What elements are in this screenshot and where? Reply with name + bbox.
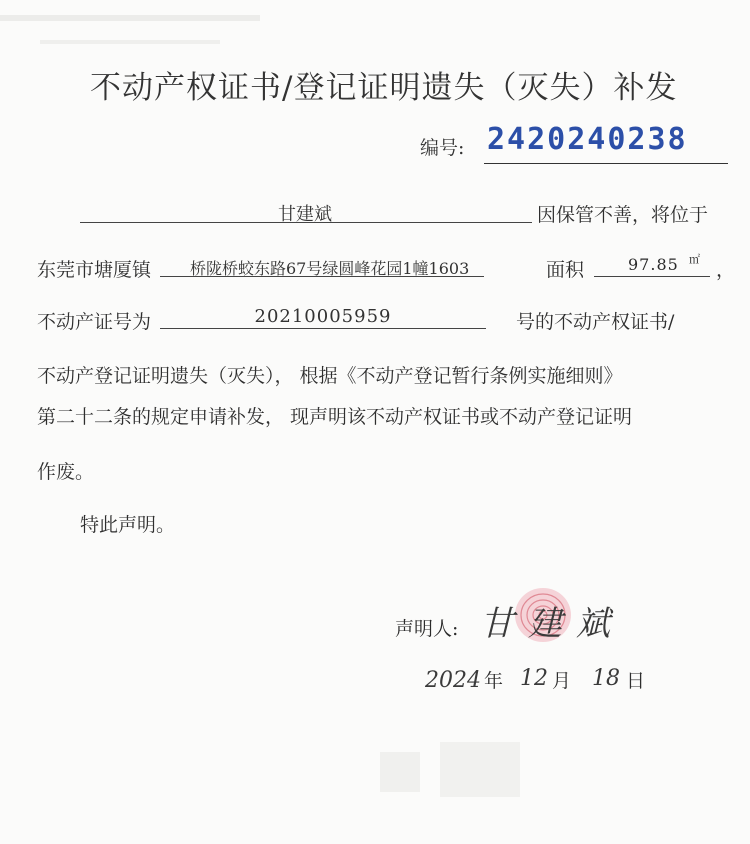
applicant-name: 甘建斌 <box>278 204 332 225</box>
cert-prefix: 不动产证号为 <box>37 311 152 333</box>
location-prefix: 东莞市塘厦镇 <box>37 259 152 281</box>
date-month-unit: 月 <box>552 670 572 692</box>
applicant-underline <box>80 222 532 223</box>
line1-suffix: 因保管不善，将位于 <box>537 204 709 226</box>
date-day: 18 <box>592 666 620 691</box>
scan-smudge <box>0 0 300 60</box>
cert-suffix: 号的不动产权证书/ <box>516 311 675 333</box>
area-label: 面积 <box>546 259 585 281</box>
date-year: 2024 <box>425 668 481 693</box>
number-value: 2420240238 <box>487 122 688 157</box>
area-underline <box>594 276 710 277</box>
area-value: 97.85 <box>628 255 679 274</box>
body-line-1: 不动产登记证明遗失（灭失）， 根据《不动产登记暂行条例实施细则》 <box>37 365 623 387</box>
body-line-3: 作废。 <box>37 461 95 483</box>
closing-text: 特此声明。 <box>80 514 176 536</box>
date-day-unit: 日 <box>626 670 646 692</box>
bleed-through-mark <box>380 742 530 802</box>
date-year-unit: 年 <box>484 670 504 692</box>
date-month: 12 <box>520 666 548 691</box>
signature-name: 甘建斌 <box>480 604 624 644</box>
page-title: 不动产权证书/登记证明遗失（灭失）补发 <box>90 70 678 106</box>
property-address: 桥陇桥蛟东路67号绿圆峰花园1幢1603 <box>190 259 470 278</box>
signature-label: 声明人: <box>395 618 459 640</box>
area-comma: ， <box>716 259 736 281</box>
body-line-2: 第二十二条的规定申请补发， 现声明该不动产权证书或不动产登记证明 <box>37 406 633 428</box>
cert-underline <box>160 328 486 329</box>
area-unit: ㎡ <box>689 253 700 266</box>
number-label: 编号: <box>420 137 465 159</box>
number-underline <box>484 163 728 164</box>
address-underline <box>160 276 484 277</box>
cert-number: 20210005959 <box>254 306 392 327</box>
